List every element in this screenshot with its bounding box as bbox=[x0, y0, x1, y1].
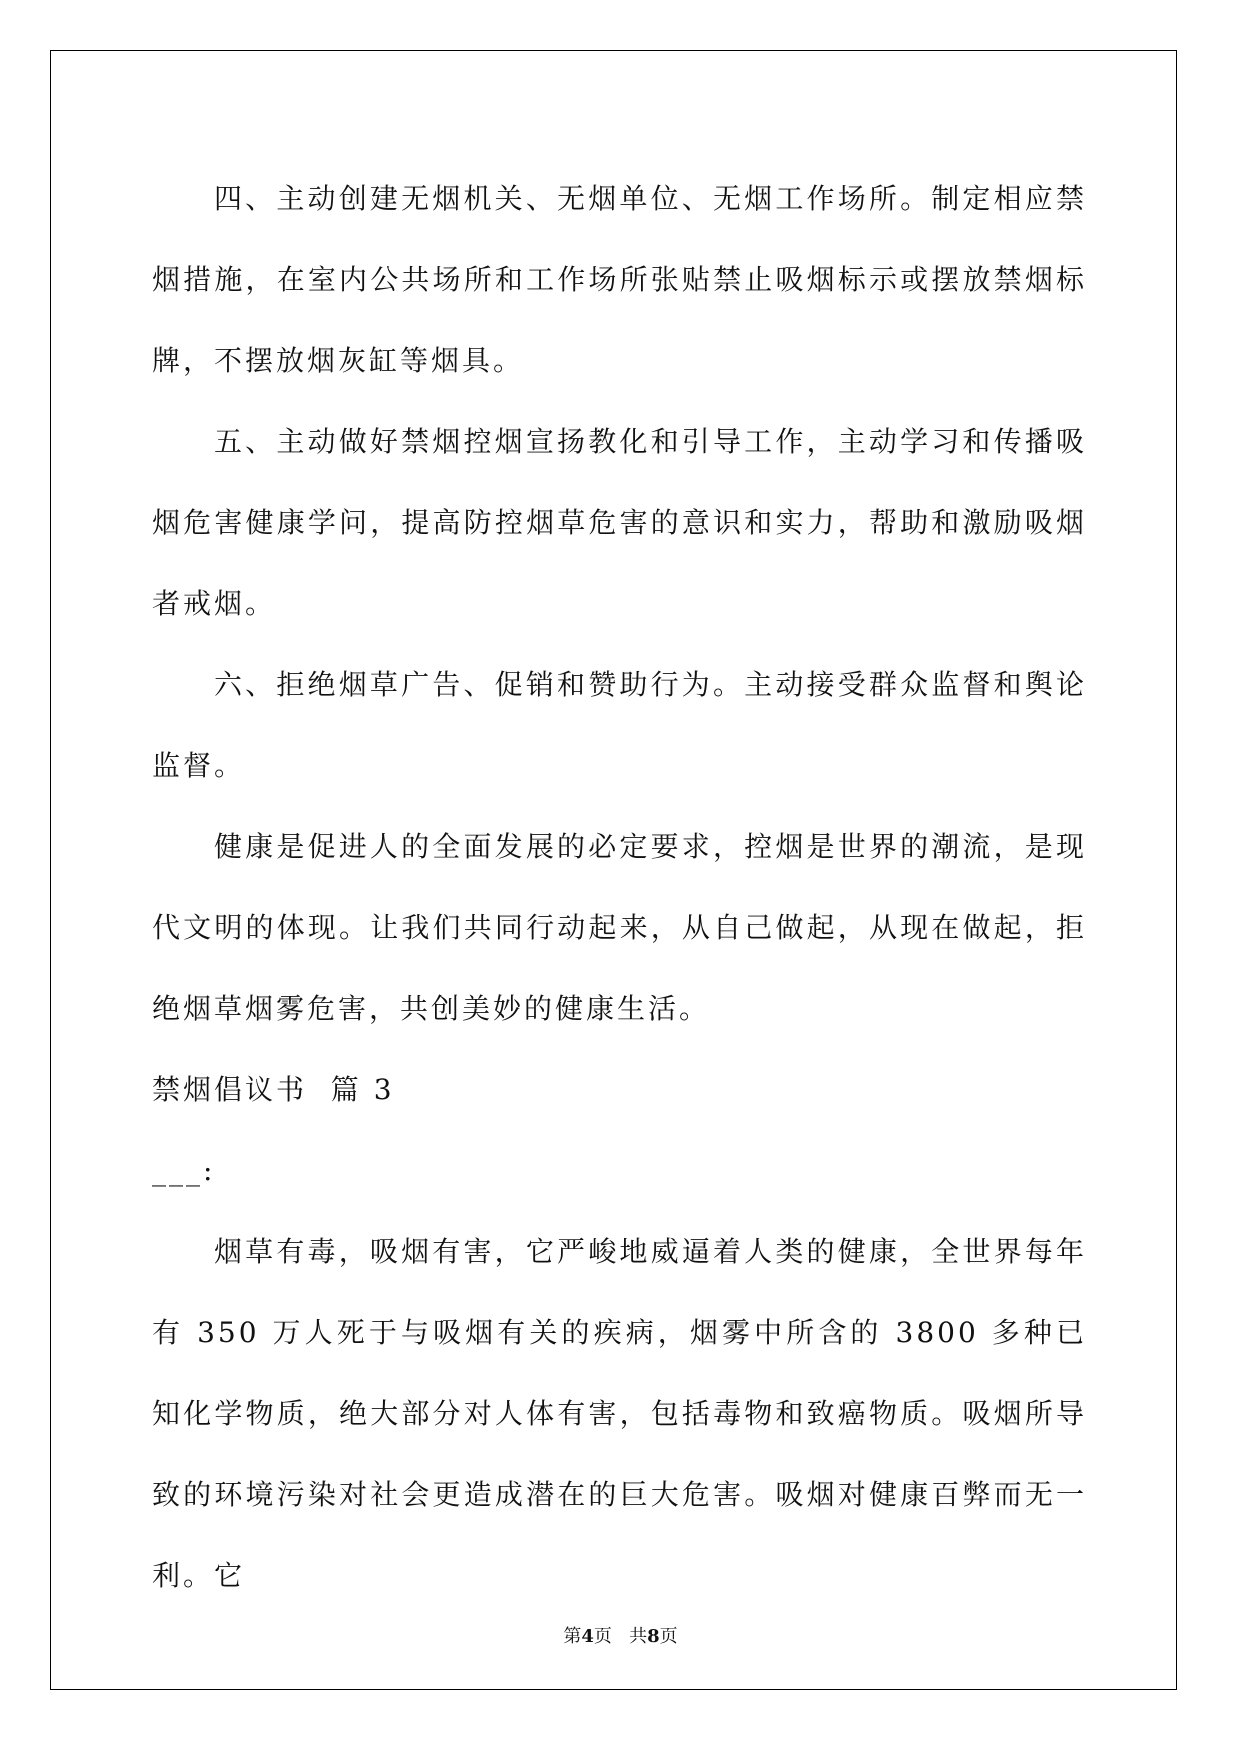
section-title: 禁烟倡议书 篇 3 bbox=[152, 1073, 395, 1106]
footer-total-suffix: 页 bbox=[659, 1626, 678, 1647]
page-footer bbox=[0, 1622, 1241, 1648]
paragraph-conclusion: 健康是促进人的全面发展的必定要求，控烟是世界的潮流，是现代文明的体现。让我们共同行动起来，从自己做起，从现在做起，拒绝烟草烟雾危害，共创美妙的健康生活。 bbox=[152, 830, 1087, 1025]
paragraph-6: 六、拒绝烟草广告、促销和赞助行为。主动接受群众监督和舆论监督。 bbox=[152, 668, 1087, 782]
paragraph-5: 五、主动做好禁烟控烟宣扬教化和引导工作，主动学习和传播吸烟危害健康学问，提高防控烟草危害的意识和实力，帮助和激励吸烟者戒烟。 bbox=[152, 425, 1087, 620]
footer-page-word: 页 bbox=[593, 1626, 612, 1647]
footer-total-prefix: 共 bbox=[629, 1626, 648, 1647]
salutation: ___: bbox=[152, 1154, 216, 1187]
footer-prefix: 第 bbox=[563, 1626, 582, 1647]
footer-current-page: 4 bbox=[581, 1626, 594, 1647]
body-paragraph: 烟草有毒，吸烟有害，它严峻地威逼着人类的健康，全世界每年有 350 万人死于与吸烟有关的疾病，烟雾中所含的 3800 多种已知化学物质，绝大部分对人体有害，包括毒物和致癌物质。吸烟所导致的环境污染对社会更造成潜在的巨大危害。吸烟对健康百弊而无一利。它 bbox=[152, 1235, 1087, 1592]
footer-total-pages: 8 bbox=[647, 1626, 660, 1647]
paragraph-4: 四、主动创建无烟机关、无烟单位、无烟工作场所。制定相应禁烟措施，在室内公共场所和工作场所张贴禁止吸烟标示或摆放禁烟标牌，不摆放烟灰缸等烟具。 bbox=[152, 182, 1087, 377]
document-body bbox=[152, 158, 1087, 1616]
